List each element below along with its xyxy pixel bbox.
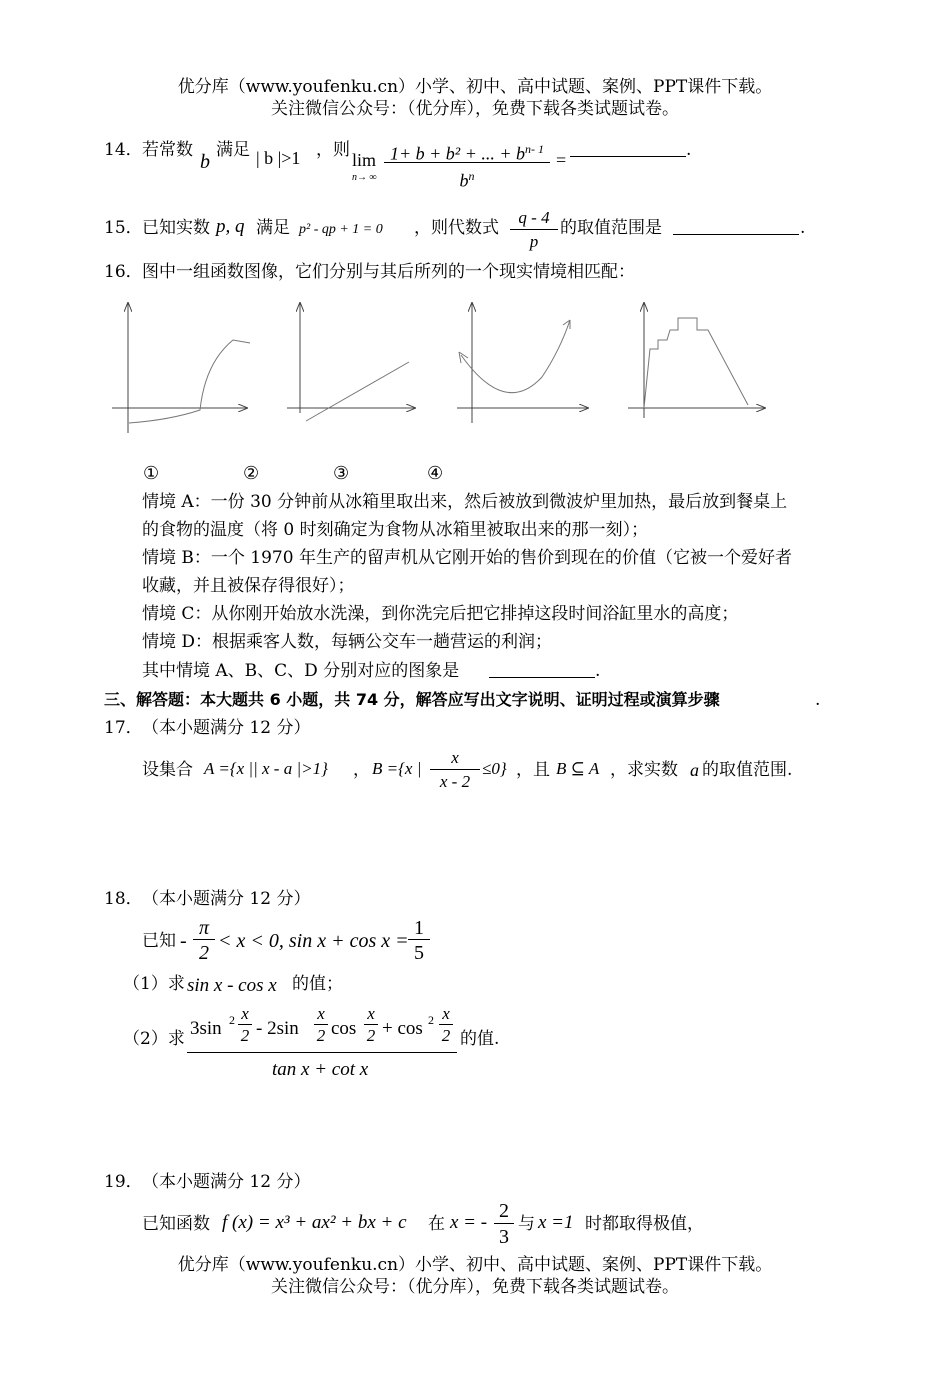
scenario-b-line-2: 收藏，并且被保存得很好）； — [142, 576, 355, 596]
q19-text: 在 — [428, 1214, 445, 1234]
q18-part-1-label: （1）求 — [123, 974, 185, 994]
q14-denominator-exponent: n — [468, 169, 475, 183]
q19-score: （本小题满分 12 分） — [142, 1172, 311, 1192]
q18-denominator: tan x + cot x — [272, 1059, 369, 1080]
q14-limit-subscript: n→ ∞ — [352, 172, 377, 183]
q18-term: cos — [331, 1018, 357, 1039]
graph-4-label: ④ — [427, 463, 444, 484]
header-line-1: 优分库（www.youfenku.cn）小学、初中、高中试题、案例、PPT课件下载。 — [177, 77, 773, 97]
q16-period: . — [595, 661, 601, 681]
scenario-a-line-2: 的食物的温度（将 0 时刻确定为食物从冰箱里被取出来的那一刻）； — [142, 520, 649, 540]
q14-text: 满足 — [216, 140, 250, 160]
q14-number: 14． — [104, 140, 143, 160]
q17-number: 17． — [104, 718, 143, 738]
q18-half-x — [238, 1004, 252, 1047]
q14-fraction — [384, 136, 550, 189]
q17-text: ，且 — [516, 760, 550, 780]
q15-text: ，则代数式 — [414, 218, 499, 238]
q18-two: 2 — [316, 1026, 326, 1045]
q18-text: 已知 — [142, 931, 176, 951]
q15-period: . — [800, 218, 806, 238]
q18-exponent: 2 — [229, 1013, 235, 1027]
q17-score: （本小题满分 12 分） — [142, 718, 311, 738]
q15-fraction — [510, 207, 558, 254]
scenario-c: 情境 C：从你刚开始放水洗澡，到你洗完后把它排掉这段时间浴缸里水的高度； — [142, 604, 739, 624]
scenario-d: 情境 D：根据乘客人数，每辆公交车一趟营运的利润； — [142, 632, 553, 652]
q19-text: 与 — [518, 1214, 535, 1234]
q15-fraction-numerator: q - 4 — [518, 208, 550, 227]
q14-limit: lim — [352, 150, 377, 170]
q17-subset: B ⊆ A — [556, 759, 600, 778]
q14-var-b: b — [200, 151, 210, 173]
q18-pi: π — [198, 917, 210, 939]
q15-vars: p, q — [216, 216, 245, 237]
q19-number: 19． — [104, 1172, 143, 1192]
q16-number: 16． — [104, 262, 143, 282]
q18-fraction-fifth — [408, 917, 430, 966]
q17-text: ，求实数 — [610, 760, 678, 780]
graph-3-label: ③ — [333, 463, 350, 484]
q19-x-eq: x = - — [450, 1212, 488, 1233]
q15-fraction-denominator: p — [529, 232, 539, 251]
q18-x: x — [317, 1004, 325, 1023]
q18-half-x — [439, 1004, 453, 1047]
footer-line-2: 关注微信公众号：（优分库），免费下载各类试题试卷。 — [271, 1277, 679, 1297]
q15-text: 的取值范围是 — [560, 218, 662, 238]
q15-text: 已知实数 — [142, 218, 210, 238]
section-3-period: . — [815, 690, 821, 710]
q17-fraction — [430, 747, 480, 794]
q18-five: 5 — [414, 942, 424, 964]
q18-term: + cos — [382, 1018, 423, 1039]
q17-set-b-suffix: ≤0} — [482, 759, 507, 778]
scenario-a-line-1: 情境 A：一份 30 分钟前从冰箱里取出来，然后被放到微波炉里加热，最后放到餐桌上 — [142, 492, 788, 512]
q14-numerator: 1+ b + b² + ... + b — [390, 143, 525, 164]
q16-answer-blank[interactable] — [489, 661, 595, 678]
q14-condition: | b |>1 — [256, 148, 301, 168]
q18-part-1-expression: sin x - cos x — [187, 975, 277, 996]
q18-two: 2 — [240, 1026, 250, 1045]
q17-set-a: A ={x || x - a |>1} — [204, 759, 328, 778]
q17-fraction-denominator: x - 2 — [439, 772, 471, 791]
q14-numerator-exponent: n- 1 — [524, 142, 544, 156]
graph-3 — [457, 303, 588, 423]
q14-text: 若常数 — [142, 140, 193, 160]
q18-fraction-pi — [193, 917, 215, 966]
q18-two: 2 — [441, 1026, 451, 1045]
q14-period: . — [686, 140, 692, 160]
q15-text: 满足 — [256, 218, 290, 238]
q18-one: 1 — [414, 917, 424, 939]
q18-condition: < x < 0, sin x + cos x = — [218, 930, 409, 952]
graph-1 — [112, 303, 250, 433]
q18-part-2-end: 的值. — [460, 1029, 500, 1049]
graph-4 — [628, 303, 765, 418]
q15-answer-blank[interactable] — [673, 218, 799, 235]
q17-text: 的取值范围. — [702, 760, 793, 780]
q17-var-a: a — [690, 760, 699, 780]
q18-two: 2 — [366, 1026, 376, 1045]
graph-2-label: ② — [243, 463, 260, 484]
q19-x-one: x =1 — [538, 1212, 574, 1233]
q14-answer-blank[interactable] — [570, 140, 686, 157]
q18-number: 18． — [104, 889, 143, 909]
q18-part-2-label: （2）求 — [123, 1029, 185, 1049]
q19-three: 3 — [499, 1226, 509, 1248]
q19-fraction — [494, 1199, 514, 1250]
q16-graphs — [0, 295, 950, 440]
q18-x: x — [241, 1004, 249, 1023]
section-3-title: 三、解答题：本大题共 6 小题，共 74 分，解答应写出文字说明、证明过程或演算步骤 — [104, 690, 720, 709]
q15-number: 15． — [104, 218, 143, 238]
q17-fraction-numerator: x — [451, 748, 459, 767]
scenario-b-line-1: 情境 B：一个 1970 年生产的留声机从它刚开始的售价到现在的价值（它被一个爱好者 — [142, 548, 792, 568]
header-line-2: 关注微信公众号：（优分库），免费下载各类试题试卷。 — [271, 99, 679, 119]
q17-set-b-prefix: B ={x | — [372, 759, 422, 778]
q18-minus: - — [180, 930, 187, 952]
q14-equals: = — [556, 150, 567, 170]
q17-text: ， — [353, 760, 370, 780]
q19-two: 2 — [499, 1200, 509, 1222]
q14-text: ，则 — [316, 140, 350, 160]
q19-text: 已知函数 — [142, 1214, 210, 1234]
graph-1-label: ① — [143, 463, 160, 484]
q19-function: f (x) = x³ + ax² + bx + c — [222, 1212, 407, 1233]
q18-x: x — [367, 1004, 375, 1023]
q18-half-x — [314, 1004, 328, 1047]
scenario-question: 其中情境 A、B、C、D 分别对应的图象是 — [142, 661, 460, 681]
q15-equation: p² - qp + 1 = 0 — [299, 222, 383, 237]
q18-half-x — [364, 1004, 378, 1047]
q17-text: 设集合 — [142, 760, 193, 780]
q14-denominator: b — [459, 170, 469, 191]
graph-2 — [287, 303, 415, 421]
footer-line-1: 优分库（www.youfenku.cn）小学、初中、高中试题、案例、PPT课件下载。 — [177, 1255, 773, 1275]
q18-term: - 2sin — [256, 1018, 299, 1039]
q18-score: （本小题满分 12 分） — [142, 889, 311, 909]
q18-x: x — [442, 1004, 450, 1023]
q18-two: 2 — [199, 942, 209, 964]
q18-exponent: 2 — [428, 1013, 434, 1027]
q18-term: 3sin — [190, 1018, 222, 1039]
q19-text: 时都取得极值， — [585, 1214, 704, 1234]
q16-text: 图中一组函数图像，它们分别与其后所列的一个现实情境相匹配： — [142, 262, 635, 282]
q18-fraction-bar — [187, 1052, 457, 1053]
q18-part-1-end: 的值； — [292, 974, 343, 994]
